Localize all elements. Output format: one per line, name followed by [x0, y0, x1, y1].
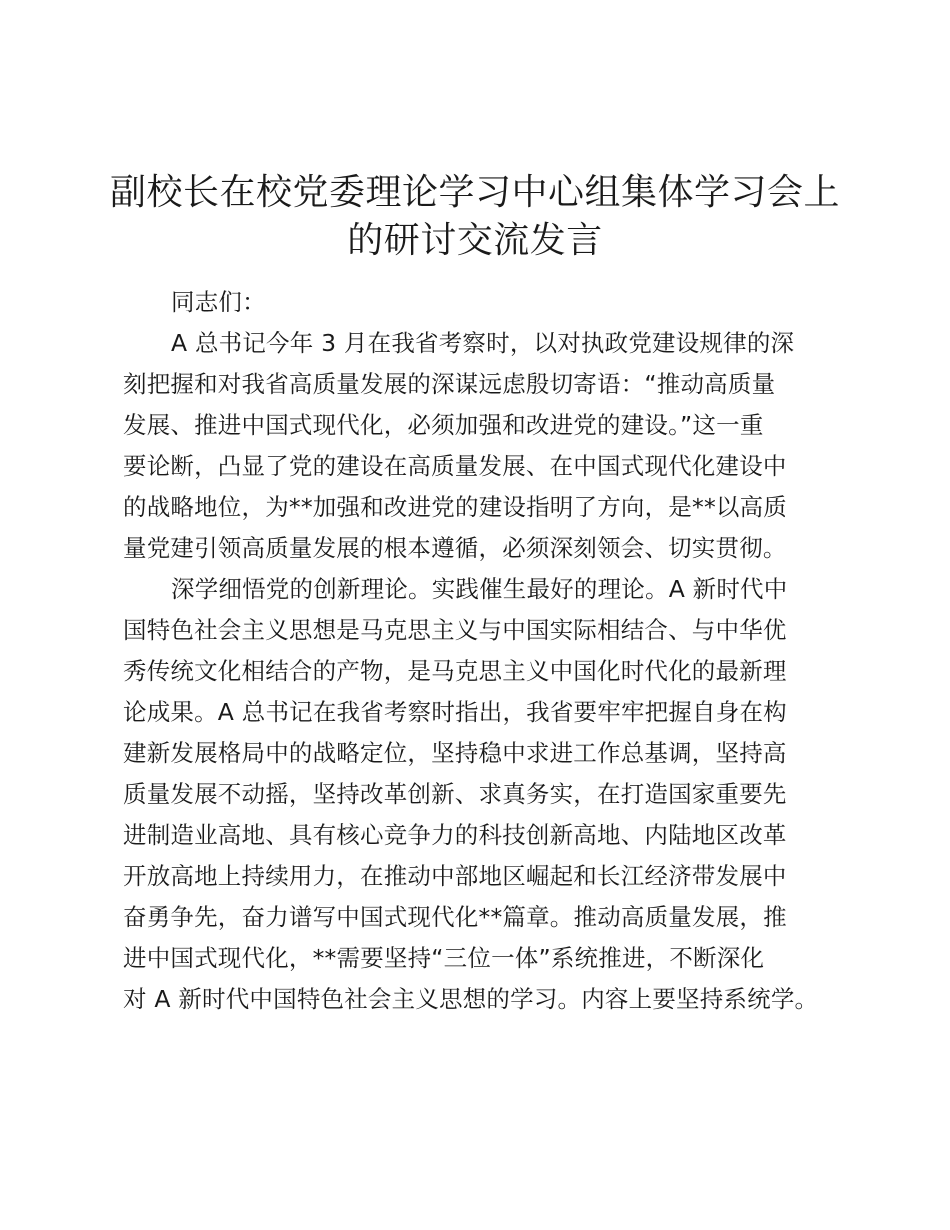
paragraph-1-line-1: A 总书记今年 3 月在我省考察时，以对执政党建设规律的深 [171, 329, 795, 357]
paragraph-2-line-1: 深学细悟党的创新理论。实践催生最好的理论。A 新时代中 [171, 575, 788, 603]
paragraph-2-line-11: 对 A 新时代中国特色社会主义思想的学习。内容上要坚持系统学。 [123, 985, 819, 1013]
paragraph-2-line-6: 质量发展不动摇，坚持改革创新、求真务实，在打造国家重要先 [123, 780, 787, 808]
paragraph-1-line-2: 刻把握和对我省高质量发展的深谋远虑殷切寄语：“推动高质量 [123, 370, 776, 398]
paragraph-2-line-10: 进中国式现代化，**需要坚持“三位一体”系统推进，不断深化 [123, 944, 765, 972]
document-body [123, 282, 833, 1020]
paragraph-2-line-5: 建新发展格局中的战略定位，坚持稳中求进工作总基调，坚持高 [123, 739, 787, 767]
paragraph-2-line-3: 秀传统文化相结合的产物，是马克思主义中国化时代化的最新理 [123, 657, 787, 685]
paragraph-1-line-5: 的战略地位，为**加强和改进党的建设指明了方向，是**以高质 [123, 493, 787, 521]
document-title-line-2: 的研讨交流发言 [347, 220, 603, 261]
paragraph-2-line-2: 国特色社会主义思想是马克思主义与中国实际相结合、与中华优 [123, 616, 787, 644]
salutation: 同志们： [171, 288, 266, 316]
paragraph-2-line-4: 论成果。A 总书记在我省考察时指出，我省要牢牢把握自身在构 [123, 698, 787, 726]
paragraph-1-line-4: 要论断，凸显了党的建设在高质量发展、在中国式现代化建设中 [123, 452, 787, 480]
document-title-line-1: 副校长在校党委理论学习中心组集体学习会上 [109, 172, 840, 213]
paragraph-2-line-7: 进制造业高地、具有核心竞争力的科技创新高地、内陆地区改革 [123, 821, 787, 849]
paragraph-2-line-8: 开放高地上持续用力，在推动中部地区崛起和长江经济带发展中 [123, 862, 787, 890]
paragraph-1-line-3: 发展、推进中国式现代化，必须加强和改进党的建设。”这一重 [123, 411, 764, 439]
paragraph-1-line-6: 量党建引领高质量发展的根本遵循，必须深刻领会、切实贯彻。 [123, 534, 787, 562]
paragraph-2-line-9: 奋勇争先，奋力谱写中国式现代化**篇章。推动高质量发展，推 [123, 903, 787, 931]
